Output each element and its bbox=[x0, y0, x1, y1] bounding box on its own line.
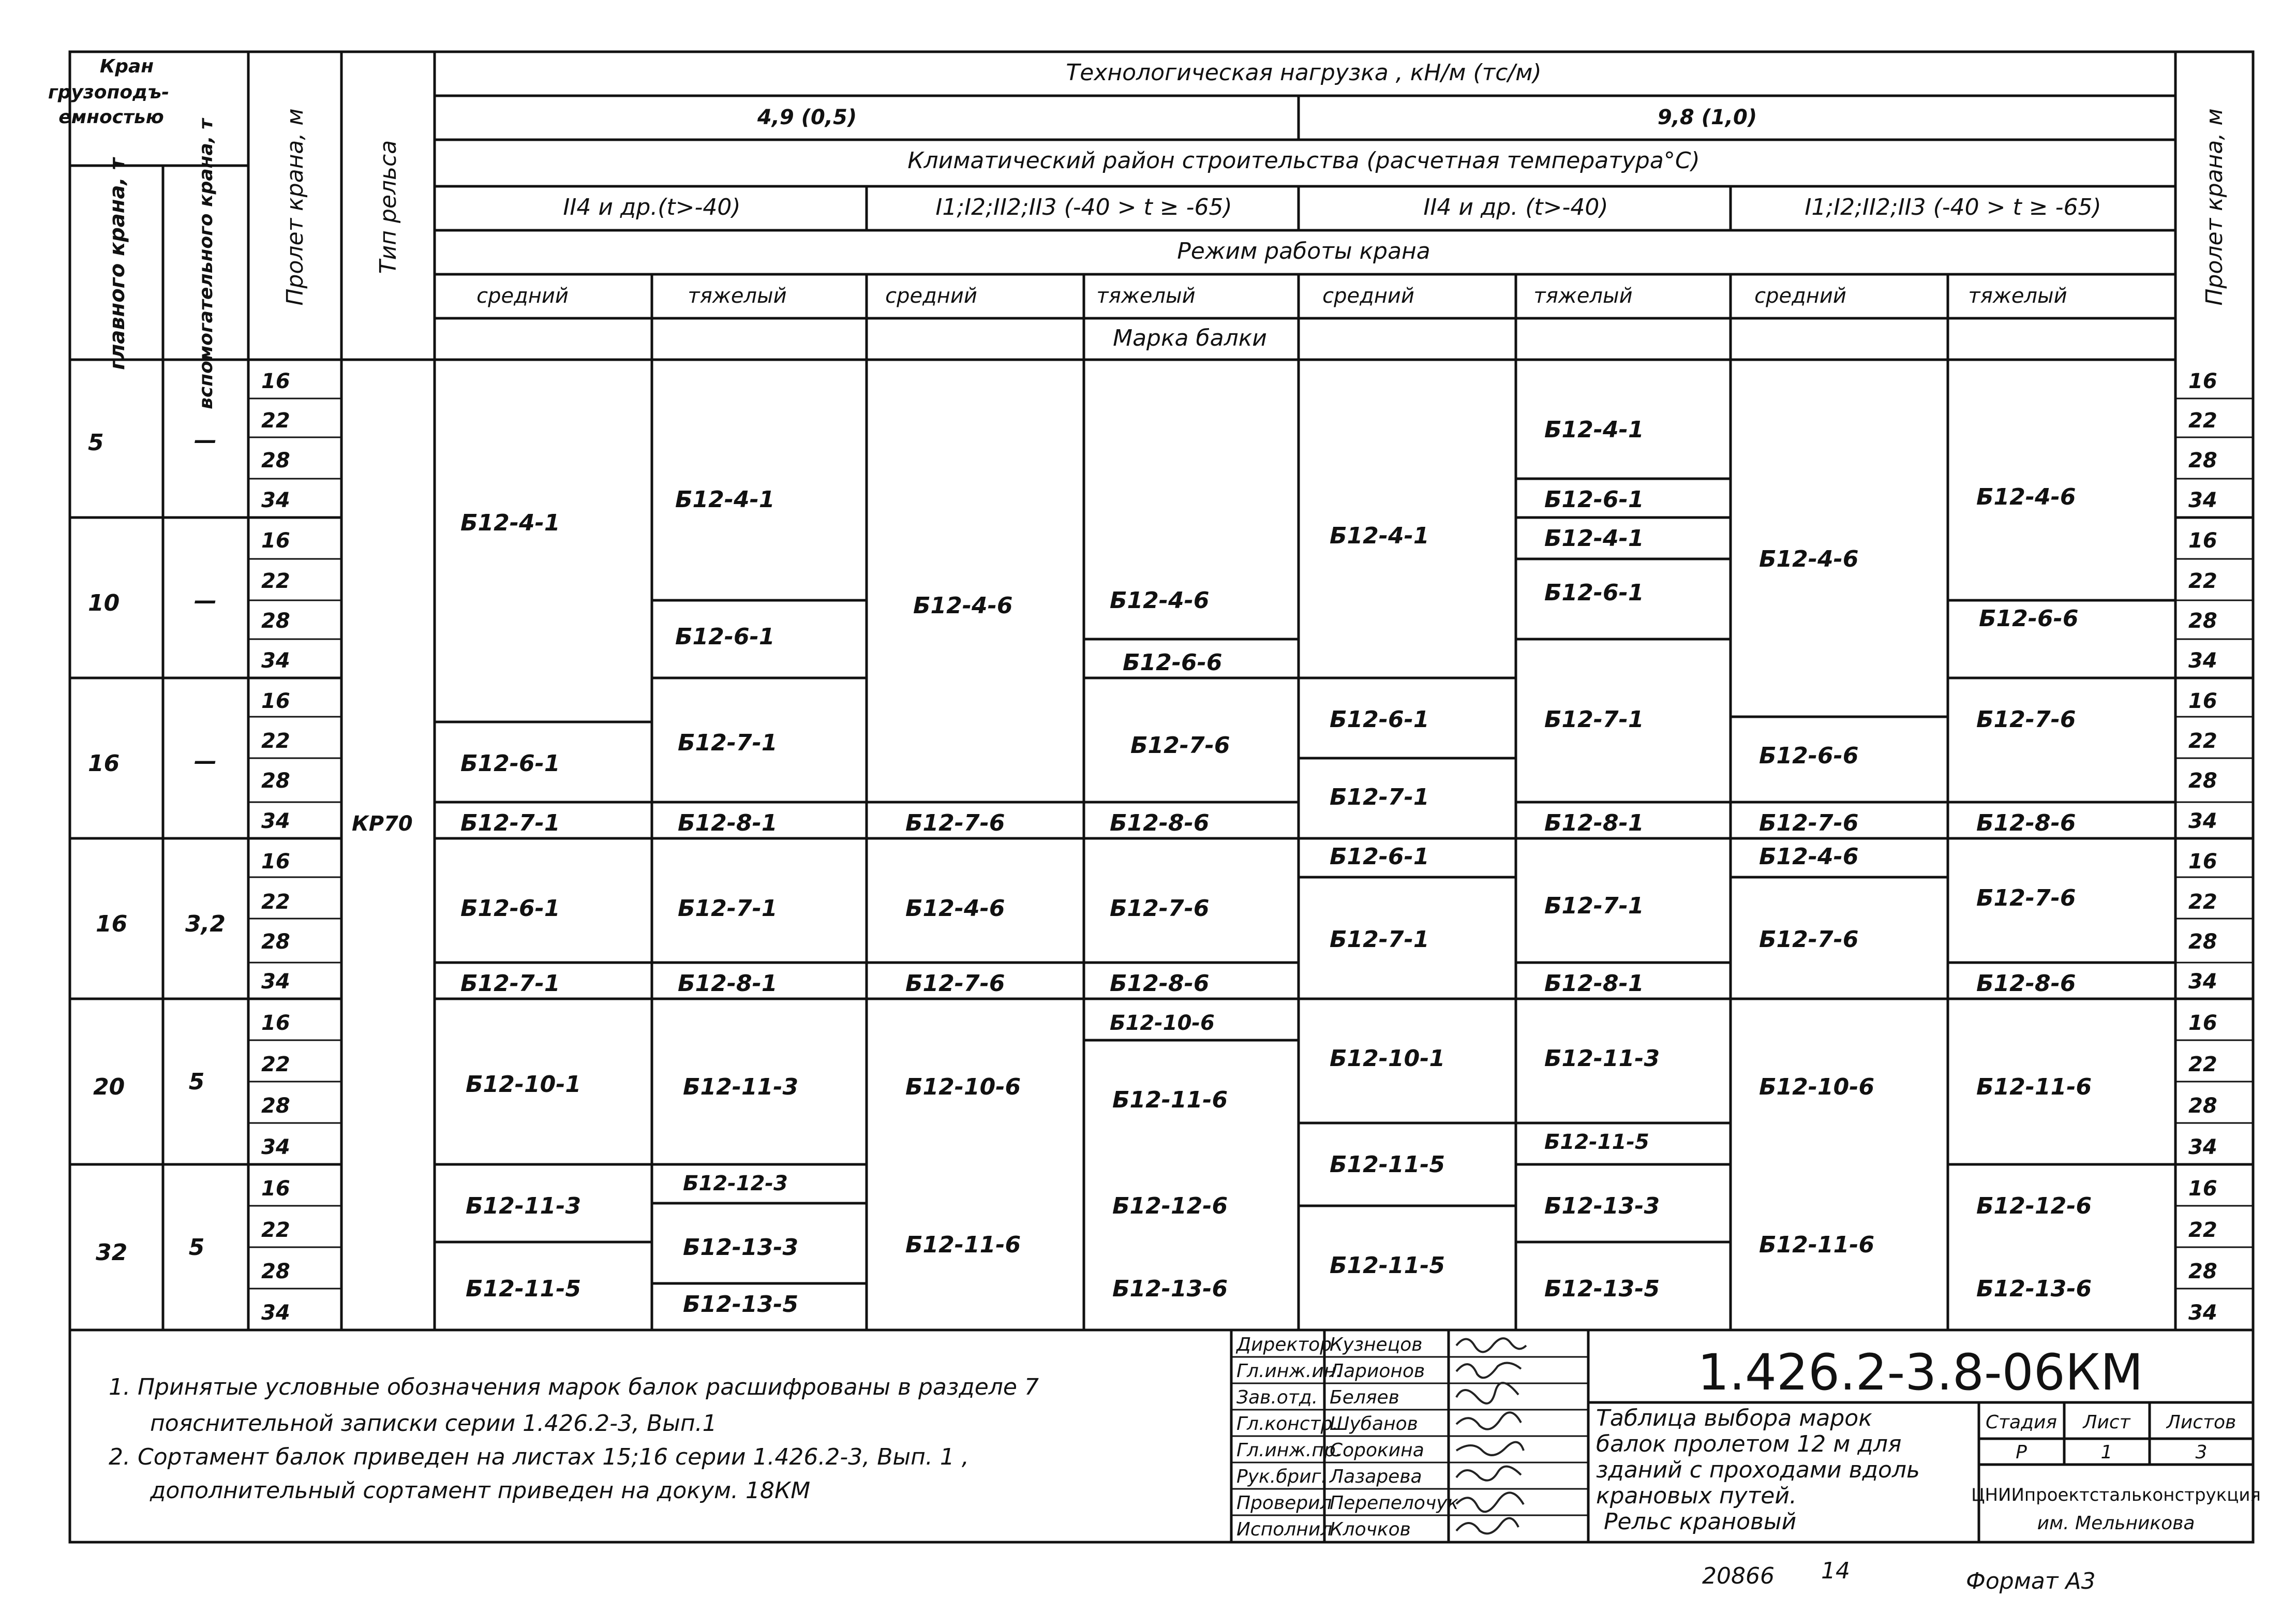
beam-mark: Б12-4-1 bbox=[1544, 525, 1644, 552]
span-value: 16 bbox=[261, 529, 290, 553]
span-value-right: 34 bbox=[2188, 489, 2217, 512]
stage-value: Р bbox=[2016, 1442, 2027, 1463]
climate-d: I1;I2;II2;II3 (-40 > t ≥ -65) bbox=[1805, 194, 2101, 220]
span-value: 28 bbox=[261, 1094, 290, 1118]
stamp-role: Гл.инж.ин. bbox=[1236, 1361, 1342, 1382]
rail-type-header: Тип рельса bbox=[375, 140, 401, 274]
span-value-right: 22 bbox=[2188, 409, 2217, 433]
main-capacity: 16 bbox=[96, 911, 128, 937]
beam-mark: Б12-8-1 bbox=[678, 810, 778, 836]
beam-mark: Б12-7-6 bbox=[1976, 706, 2076, 733]
beam-mark: Б12-7-1 bbox=[1330, 784, 1429, 810]
beam-mark: Б12-7-1 bbox=[1330, 926, 1429, 953]
beam-mark: Б12-6-1 bbox=[460, 895, 560, 922]
stamp-name: Беляев bbox=[1330, 1387, 1399, 1408]
organization: ЦНИИпроектстальконструкция bbox=[1971, 1485, 2261, 1505]
beam-mark: Б12-13-6 bbox=[1976, 1276, 2092, 1302]
sheet-label: Лист bbox=[2083, 1412, 2130, 1433]
crane-header-line2: грузоподъ- bbox=[48, 82, 170, 103]
span-value: 34 bbox=[261, 809, 290, 833]
beam-mark: Б12-8-6 bbox=[1976, 810, 2076, 836]
beam-mark: Б12-8-6 bbox=[1110, 810, 1210, 836]
beam-mark: Б12-4-6 bbox=[905, 895, 1005, 922]
span-value: 34 bbox=[261, 970, 290, 994]
span-header-right: Пролет крана, м bbox=[2201, 108, 2228, 306]
beam-mark: Б12-7-6 bbox=[1110, 895, 1210, 922]
load-9-8: 9,8 (1,0) bbox=[1657, 106, 1757, 129]
beam-mark: Б12-7-1 bbox=[460, 970, 560, 997]
beam-mark: Б12-8-6 bbox=[1110, 970, 1210, 997]
beam-mark: Б12-10-1 bbox=[466, 1071, 582, 1098]
span-value-right: 34 bbox=[2188, 649, 2217, 673]
beam-mark: Б12-13-5 bbox=[683, 1291, 799, 1318]
stamp-role: Гл.инж.пр. bbox=[1236, 1440, 1342, 1461]
span-value: 28 bbox=[261, 769, 290, 793]
beam-mark: Б12-13-5 bbox=[1544, 1276, 1660, 1302]
span-value: 28 bbox=[261, 930, 290, 954]
span-value-right: 22 bbox=[2188, 1218, 2217, 1242]
stamp-name: Лазарева bbox=[1330, 1466, 1422, 1487]
main-capacity: 16 bbox=[88, 750, 120, 777]
stamp-title-line: Таблица выбора марок bbox=[1596, 1405, 1872, 1431]
beam-mark: Б12-4-6 bbox=[1759, 546, 1859, 572]
beam-mark: Б12-11-3 bbox=[1544, 1045, 1660, 1072]
beam-mark: Б12-6-6 bbox=[1979, 605, 2079, 632]
beam-mark: Б12-6-1 bbox=[1544, 486, 1644, 513]
beam-mark: Б12-12-6 bbox=[1976, 1193, 2092, 1219]
beam-mark: Б12-10-6 bbox=[1110, 1011, 1215, 1035]
mode-label: тяжелый bbox=[688, 284, 787, 308]
document-code: 1.426.2-3.8-06КМ bbox=[1697, 1343, 2143, 1401]
mode-label: средний bbox=[885, 284, 977, 308]
span-value: 34 bbox=[261, 489, 290, 512]
beam-mark: Б12-7-6 bbox=[1759, 810, 1859, 836]
beam-mark: Б12-10-6 bbox=[905, 1074, 1021, 1100]
aux-capacity: — bbox=[194, 748, 217, 774]
beam-mark: Б12-10-1 bbox=[1330, 1045, 1445, 1072]
span-value: 16 bbox=[261, 370, 290, 393]
aux-crane-header: вспомогательного крана, т bbox=[196, 119, 217, 409]
stamp-name: Шубанов bbox=[1330, 1413, 1418, 1435]
main-capacity: 5 bbox=[88, 430, 104, 456]
span-value-right: 28 bbox=[2188, 1260, 2217, 1283]
aux-capacity: 5 bbox=[188, 1069, 205, 1095]
sheet-value: 1 bbox=[2100, 1442, 2113, 1463]
beam-mark: Б12-12-6 bbox=[1112, 1193, 1228, 1219]
mode-label: средний bbox=[1754, 284, 1846, 308]
beam-mark: Б12-4-6 bbox=[1110, 587, 1210, 614]
span-value-right: 34 bbox=[2188, 970, 2217, 994]
crane-header-line3: емностью bbox=[58, 107, 164, 128]
span-value: 22 bbox=[261, 729, 290, 753]
span-value: 16 bbox=[261, 689, 290, 713]
span-value-right: 34 bbox=[2188, 1301, 2217, 1325]
span-value: 16 bbox=[261, 1177, 290, 1201]
beam-mark: Б12-11-6 bbox=[1759, 1232, 1875, 1258]
main-capacity: 32 bbox=[96, 1239, 128, 1266]
span-value: 22 bbox=[261, 409, 290, 433]
beam-mark: Б12-6-1 bbox=[1330, 844, 1429, 870]
beam-mark-header: Марка балки bbox=[1113, 325, 1267, 351]
span-value: 34 bbox=[261, 1301, 290, 1325]
span-value: 22 bbox=[261, 1218, 290, 1242]
beam-mark: Б12-4-1 bbox=[675, 486, 775, 513]
beam-mark: Б12-11-3 bbox=[466, 1193, 582, 1219]
climate-header: Климатический район строительства (расчетная температура°С) bbox=[907, 147, 1700, 174]
climate-c: II4 и др. (t>-40) bbox=[1423, 194, 1608, 220]
beam-mark: Б12-7-6 bbox=[905, 810, 1005, 836]
beam-mark: Б12-11-6 bbox=[1112, 1087, 1228, 1113]
beam-mark: Б12-13-6 bbox=[1112, 1276, 1228, 1302]
beam-mark: Б12-6-6 bbox=[1759, 743, 1859, 769]
beam-mark: Б12-8-6 bbox=[1976, 970, 2076, 997]
aux-capacity: 5 bbox=[188, 1234, 205, 1261]
span-value: 28 bbox=[261, 609, 290, 633]
span-value-right: 16 bbox=[2188, 529, 2217, 553]
note-line: 1. Принятые условные обозначения марок балок расшифрованы в разделе 7 bbox=[109, 1374, 1039, 1400]
span-value: 34 bbox=[261, 649, 290, 673]
span-value-right: 22 bbox=[2188, 890, 2217, 914]
stage-label: Стадия bbox=[1985, 1412, 2058, 1433]
beam-mark: Б12-11-6 bbox=[1976, 1074, 2092, 1100]
span-value-right: 28 bbox=[2188, 1094, 2217, 1118]
crane-header-line1: Кран bbox=[99, 56, 154, 77]
beam-mark: Б12-6-1 bbox=[1544, 580, 1644, 606]
beam-mark: Б12-7-1 bbox=[460, 810, 560, 836]
span-value-right: 22 bbox=[2188, 569, 2217, 593]
format-label: Формат А3 bbox=[1966, 1568, 2096, 1594]
span-value: 22 bbox=[261, 890, 290, 914]
span-value: 28 bbox=[261, 1260, 290, 1283]
mode-label: средний bbox=[476, 284, 569, 308]
stamp-name: Перепелочук bbox=[1330, 1492, 1459, 1514]
beam-mark: Б12-13-3 bbox=[1544, 1193, 1660, 1219]
mode-label: тяжелый bbox=[1533, 284, 1633, 308]
stamp-role: Проверил bbox=[1236, 1492, 1332, 1514]
climate-a: II4 и др.(t>-40) bbox=[563, 194, 741, 220]
mode-label: тяжелый bbox=[1096, 284, 1196, 308]
beam-mark: Б12-7-1 bbox=[1544, 893, 1644, 919]
span-value: 16 bbox=[261, 850, 290, 874]
beam-mark: Б12-8-1 bbox=[1544, 970, 1644, 997]
rail-type-value: КР70 bbox=[352, 812, 413, 836]
span-value-right: 28 bbox=[2188, 769, 2217, 793]
beam-mark: Б12-7-1 bbox=[1544, 706, 1644, 733]
span-value-right: 16 bbox=[2188, 850, 2217, 874]
beam-mark: Б12-11-5 bbox=[1544, 1130, 1649, 1154]
stamp-title-line: крановых путей. bbox=[1596, 1483, 1797, 1509]
beam-mark: Б12-6-1 bbox=[675, 624, 775, 650]
beam-mark: Б12-7-1 bbox=[678, 730, 778, 756]
note-line: пояснительной записки серии 1.426.2-3, Вып.1 bbox=[150, 1410, 717, 1437]
span-value: 22 bbox=[261, 569, 290, 593]
main-crane-header: главного крана, т bbox=[106, 158, 129, 370]
stamp-role: Директор bbox=[1236, 1334, 1332, 1355]
beam-mark: Б12-7-6 bbox=[905, 970, 1005, 997]
span-value-right: 16 bbox=[2188, 1011, 2217, 1035]
span-value-right: 16 bbox=[2188, 689, 2217, 713]
climate-b: I1;I2;II2;II3 (-40 > t ≥ -65) bbox=[935, 194, 1232, 220]
span-value-right: 16 bbox=[2188, 370, 2217, 393]
beam-mark: Б12-6-1 bbox=[1330, 706, 1429, 733]
beam-mark: Б12-4-1 bbox=[460, 510, 560, 536]
aux-capacity: — bbox=[194, 427, 217, 453]
beam-mark: Б12-7-6 bbox=[1759, 926, 1859, 953]
aux-capacity: — bbox=[194, 587, 217, 614]
beam-mark: Б12-4-6 bbox=[1759, 844, 1859, 870]
sheets-value: 3 bbox=[2195, 1442, 2208, 1463]
stamp-name: Сорокина bbox=[1330, 1440, 1424, 1461]
beam-mark: Б12-7-1 bbox=[678, 895, 778, 922]
span-value: 16 bbox=[261, 1011, 290, 1035]
stamp-name: Клочков bbox=[1330, 1519, 1411, 1540]
beam-mark: Б12-4-6 bbox=[913, 593, 1013, 619]
span-value-right: 22 bbox=[2188, 729, 2217, 753]
span-value: 28 bbox=[261, 449, 290, 472]
span-header: Пролет крана, м bbox=[282, 108, 308, 306]
mode-label: средний bbox=[1322, 284, 1414, 308]
span-value: 22 bbox=[261, 1053, 290, 1076]
span-value: 34 bbox=[261, 1135, 290, 1159]
beam-mark: Б12-4-1 bbox=[1544, 417, 1644, 443]
beam-mark: Б12-11-5 bbox=[1330, 1252, 1445, 1279]
stamp-title-line: балок пролетом 12 м для bbox=[1596, 1431, 1902, 1457]
archive-sub: 14 bbox=[1821, 1558, 1850, 1584]
beam-mark: Б12-11-5 bbox=[466, 1276, 582, 1302]
stamp-name: Ларионов bbox=[1330, 1361, 1425, 1382]
stamp-title-line: Рельс крановый bbox=[1604, 1509, 1797, 1535]
span-value-right: 22 bbox=[2188, 1053, 2217, 1076]
archive-number: 20866 bbox=[1702, 1563, 1775, 1589]
beam-mark: Б12-4-6 bbox=[1976, 484, 2076, 510]
tech-load-header: Технологическая нагрузка , кН/м (тс/м) bbox=[1066, 60, 1542, 86]
beam-mark: Б12-12-3 bbox=[683, 1172, 788, 1195]
beam-mark: Б12-8-1 bbox=[678, 970, 778, 997]
mode-header: Режим работы крана bbox=[1177, 238, 1430, 264]
stamp-name: Кузнецов bbox=[1330, 1334, 1423, 1355]
stamp-role: Зав.отд. bbox=[1236, 1387, 1318, 1408]
stamp-title-line: зданий с проходами вдоль bbox=[1596, 1457, 1920, 1483]
span-value-right: 28 bbox=[2188, 930, 2217, 954]
stamp-role: Гл.констр. bbox=[1236, 1413, 1338, 1435]
sheets-label: Листов bbox=[2166, 1412, 2237, 1433]
stamp-role: Исполнил bbox=[1236, 1519, 1333, 1540]
aux-capacity: 3,2 bbox=[185, 911, 226, 937]
beam-mark: Б12-6-1 bbox=[460, 750, 560, 777]
beam-mark: Б12-10-6 bbox=[1759, 1074, 1875, 1100]
mode-label: тяжелый bbox=[1968, 284, 2067, 308]
organization-sub: им. Мельникова bbox=[2037, 1513, 2195, 1534]
beam-mark: Б12-11-5 bbox=[1330, 1151, 1445, 1178]
span-value-right: 16 bbox=[2188, 1177, 2217, 1201]
load-4-9: 4,9 (0,5) bbox=[757, 106, 857, 129]
span-value-right: 34 bbox=[2188, 809, 2217, 833]
beam-mark: Б12-7-6 bbox=[1130, 732, 1230, 759]
main-capacity: 10 bbox=[88, 590, 120, 616]
beam-mark: Б12-4-1 bbox=[1330, 523, 1429, 549]
beam-mark: Б12-11-6 bbox=[905, 1232, 1021, 1258]
beam-mark: Б12-13-3 bbox=[683, 1234, 799, 1261]
note-line: 2. Сортамент балок приведен на листах 15;16 серии 1.426.2-3, Вып. 1 , bbox=[109, 1444, 969, 1470]
beam-mark: Б12-7-6 bbox=[1976, 885, 2076, 911]
stamp-role: Рук.бриг. bbox=[1236, 1466, 1328, 1487]
note-line: дополнительный сортамент приведен на докум. 18КМ bbox=[150, 1477, 811, 1504]
beam-mark: Б12-11-3 bbox=[683, 1074, 799, 1100]
beam-mark: Б12-6-6 bbox=[1123, 649, 1222, 676]
beam-mark: Б12-8-1 bbox=[1544, 810, 1644, 836]
span-value-right: 28 bbox=[2188, 449, 2217, 472]
span-value-right: 28 bbox=[2188, 609, 2217, 633]
span-value-right: 34 bbox=[2188, 1135, 2217, 1159]
main-capacity: 20 bbox=[93, 1074, 125, 1100]
